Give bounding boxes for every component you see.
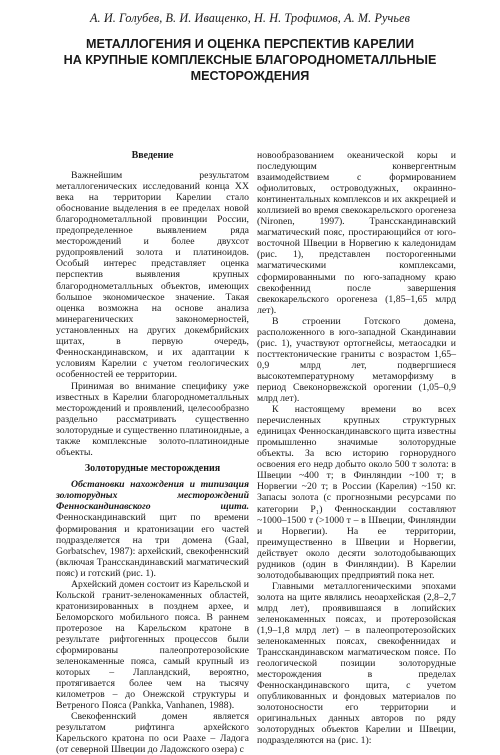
right-paragraph-1: новообразованием океанической коры и последующим конвергентным взаимодействием с формированием офиолитовых, островодужных, окраинно-континентальных комплексов и их аккрецией и коллизией во время свекокарельского орогенеза (Nironen, 1997). Трансскандинавский магматический пояс, простирающийся от юго-восточной Швеции в Норвегию к каледонидам (рис. 1), представлен посторогенными магматическими комплексами, сформированными по юго-западному краю свекофеннид после завершения свекокарельского орогенеза (1,85–1,65 млрд лет). <box>257 150 456 316</box>
title-line-2: НА КРУПНЫЕ КОМПЛЕКСНЫЕ БЛАГОРОДНОМЕТАЛЛЬНЫЕ <box>63 53 437 68</box>
gold-paragraph-1-text: Фенноскандинавский щит по времени формирования и кратонизации его частей подразделяется на три домена (Gaal, Gorbatschev, 1987): архейский, свекофеннский (включая Трансскандинавский магматический пояс) и готский (рис. 1). <box>56 512 249 579</box>
right-paragraph-2: В строении Готского домена, расположенного в юго-западной Скандинавии (рис. 1), участвуют ортогнейсы, метаосадки и посттектонические граниты с возрастом 1,65–0,9 млрд лет, подвергшиеся высокотемпературному метаморфизму в период Свеконорвежской орогении (1,05–0,9 млрд лет). <box>257 315 456 405</box>
intro-paragraph-2: Принимая во внимание специфику уже известных в Карелии благороднометалльных месторождений и проявлений, целесообразно раздельно рассматривать существенно золоторудные и существенно платиноидные, а также комплексные золото-платиноидные объекты. <box>56 380 249 459</box>
intro-heading: Введение <box>131 150 174 161</box>
right-column <box>257 150 456 747</box>
title-line-1: МЕТАЛЛОГЕНИЯ И ОЦЕНКА ПЕРСПЕКТИВ КАРЕЛИИ <box>85 37 414 51</box>
title-line-3: МЕСТОРОЖДЕНИЯ <box>190 69 310 84</box>
intro-paragraph-1: Важнейшим результатом металлогенических исследований конца XX века на территории Карелии стало обоснование выделения в ее пределах новой благороднометалльной провинции России, предопределенное выявлением ряда месторождений и более двухсот рудопроявлений золота и платиноидов. Особый интерес представляет оценка перспектив выявления крупных благороднометалльных объектов, имеющих большое экономическое значение. Такая оценка возможна на основе анализа минерагенических закономерностей, установленных на других докембрийских щитах, в первую очередь, Фенноскандинавском, и их адаптации к условиям Карелии с учетом геологических особенностей ее территории. <box>56 170 249 380</box>
authors: А. И. Голубев, В. И. Иващенко, Н. Н. Трофимов, А. М. Ручьев <box>90 11 410 25</box>
gold-subtitle: Обстановки нахождения и типизация золоторудных месторождений Фенноскандинавского щита. <box>56 479 249 513</box>
gold-paragraph-3: Свекофеннский домен является результатом рифтинга архейского Карельского кратона по оси Раахе – Ладога (от северной Швеции до Ладожского озера) с <box>56 711 249 755</box>
right-paragraph-3: К настоящему времени во всех перечисленных крупных структурных единицах Фенноскандинавского щита известны промышленно значимые золоторудные объекты. За всю историю горнорудного освоения его недр добыто около 500 т золота: в Швеции ~400 т; в Финляндии ~100 т; в Норвегии ~20 т; в России (Карелия) ~150 кг. Запасы золота (с прогнозными ресурсами по категории P₁) Фенноскандии составляют ~1000–1500 т (>1000 т – в Швеции, Финляндии и Норвегии). На ее территории, преимущественно в Швеции и Норвегии, действует около десяти золотодобывающих рудников (один в Финляндии). В Карелии золотодобывающих предприятий пока нет. <box>257 404 456 581</box>
gold-paragraph-1 <box>56 479 249 578</box>
left-column <box>56 150 249 755</box>
gold-deposits-heading: Золоторудные месторождения <box>84 463 221 475</box>
gold-paragraph-2: Архейский домен состоит из Карельской и Кольской гранит-зеленокаменных областей, кратонизированных в позднем архее, и Беломорского мобильного пояса. В раннем протерозое на Карельском кратоне в результате рифтогенных процессов были сформированы палеопротерозойские зеленокаменные пояса, самый крупный из которых – Лапландский, вероятно, протягивается более чем на тысячу километров – до Онежской структуры и Ветреного Пояса (Pankka, Vanhanen, 1988). <box>56 578 249 712</box>
article-title <box>20 36 480 85</box>
right-paragraph-4: Главными металлогеническими эпохами золота на щите являлись неоархейская (2,8–2,7 млрд лет), проявившаяся в лопийских зеленокаменных поясах, и протерозойская (1,9–1,8 млрд лет) – в палеопротерозойских зеленокаменных поясах, свекофеннидах и Трансскандинавском магматическом поясе. По геологической позиции золоторудные месторождения в пределах Фенноскандинавского щита, с учетом опубликованных и фондовых материалов по золотоносности его территории и оригинальных данных авторов по ряду золоторудных объектов Карелии и Швеции, подразделяются на (рис. 1): <box>257 580 456 747</box>
